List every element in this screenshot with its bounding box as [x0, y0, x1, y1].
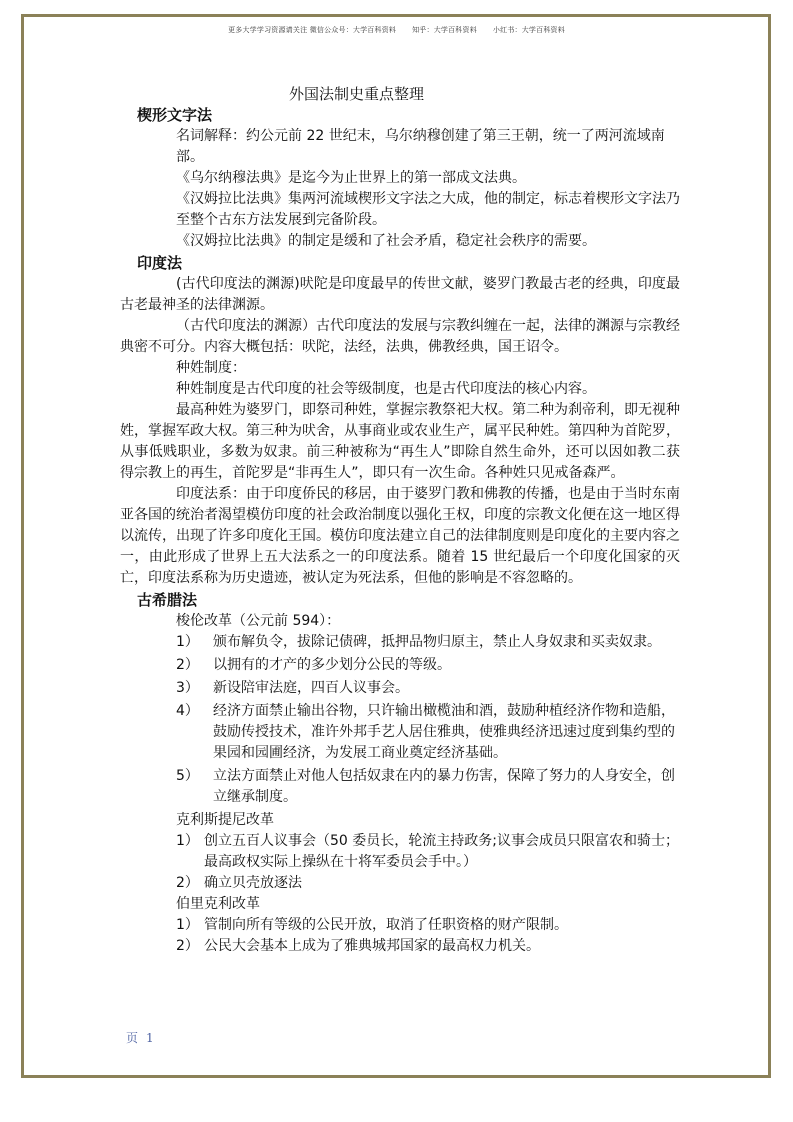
section-heading-greece: 古希腊法 [137, 591, 198, 609]
list-item [176, 873, 680, 894]
list-text: 创立五百人议事会（50 委员长，轮流主持政务;议事会成员只限富农和骑士；最高政权实际上操纵在十将军委员会手中。） [204, 833, 679, 870]
page-number-value: 1 [146, 1031, 154, 1045]
list-item [176, 655, 680, 676]
list-number: 3） [176, 680, 199, 696]
list-text: 管制向所有等级的公民开放，取消了任职资格的财产限制。 [204, 917, 568, 933]
header-note [0, 25, 793, 35]
list-number: 2） [176, 938, 199, 954]
paragraph: 《乌尔纳穆法典》是迄今为止世界上的第一部成文法典。 [176, 170, 526, 186]
paragraph: （古代印度法的渊源）古代印度法的发展与宗教纠缠在一起，法律的渊源与宗教经典密不可分。内容大概包括：吠陀，法经，法典，佛教经典，国王诏令。 [120, 318, 680, 355]
list-item [176, 915, 680, 936]
paragraph: (古代印度法的渊源)吠陀是印度最早的传世文献，婆罗门教最古老的经典，印度最古老最神圣的法律渊源。 [120, 276, 680, 313]
paragraph: 最高种姓为婆罗门，即祭司种姓，掌握宗教祭祀大权。第二种为刹帝利，即无视种姓，掌握军政大权。第三种为吠舍，从事商业或农业生产，属平民种姓。第四种为首陀罗，从事低贱职业，多数为奴隶。前三种被称为“再生人”即除自然生命外，还可以因如教二获得宗教上的再生，首陀罗是“非再生人”，即只有一次生命。各种姓只见戒备森严。 [120, 402, 680, 481]
paragraph: 印度法系：由于印度侨民的移居，由于婆罗门教和佛教的传播，也是由于当时东南亚各国的统治者渴望模仿印度的社会政治制度以强化王权，印度的宗教文化便在这一地区得以流传，出现了许多印度化王国。模仿印度法建立自己的法律制度则是印度化的主要内容之一，由此形成了世界上五大法系之一的印度法系。随着 15 世纪最后一个印度化国家的灭亡，印度法系称为历史遗迹，被认定为死法系，但他的影响是不容忽略的。 [120, 486, 680, 586]
page-number [126, 1029, 154, 1046]
list-number: 1） [176, 833, 199, 849]
list-item [176, 632, 680, 653]
list-number: 4） [176, 703, 199, 719]
list-number: 2） [176, 657, 199, 673]
paragraph: 《汉姆拉比法典》集两河流域楔形文字法之大成，他的制定，标志着楔形文字法乃至整个古东方法发展到完备阶段。 [176, 191, 680, 228]
header-xiaohongshu: 小红书：大学百科资料 [492, 26, 565, 34]
list-text: 立法方面禁止对他人包括奴隶在内的暴力伤害，保障了努力的人身安全，创立继承制度。 [213, 768, 675, 805]
list-text: 公民大会基本上成为了雅典城邦国家的最高权力机关。 [204, 938, 540, 954]
list-text: 确立贝壳放逐法 [204, 875, 302, 891]
list-text: 颁布解负令，拔除记债碑，抵押品物归原主，禁止人身奴隶和买卖奴隶。 [213, 634, 661, 650]
list-item [176, 678, 680, 699]
list-item [176, 936, 680, 957]
caste-label: 种姓制度： [176, 360, 246, 376]
list-text: 新设陪审法庭，四百人议事会。 [213, 680, 409, 696]
list-number: 1） [176, 634, 199, 650]
list-number: 2） [176, 875, 199, 891]
list-number: 5） [176, 768, 199, 784]
solon-list [120, 632, 680, 808]
list-item [176, 831, 680, 873]
list-text: 以拥有的才产的多少划分公民的等级。 [213, 657, 451, 673]
paragraph: 种姓制度是古代印度的社会等级制度，也是古代印度法的核心内容。 [176, 381, 596, 397]
cleisthenes-title: 克利斯提尼改革 [176, 812, 274, 828]
solon-title: 梭伦改革（公元前 594）： [176, 613, 341, 629]
list-item [176, 766, 680, 808]
section-heading-india: 印度法 [137, 254, 183, 272]
page-label: 页 [126, 1031, 139, 1045]
pericles-title: 伯里克利改革 [176, 896, 260, 912]
document-title: 外国法制史重点整理 [289, 85, 425, 103]
document-body [120, 104, 680, 957]
header-notice: 更多大学学习资源请关注 微信公众号：大学百科资料 [228, 26, 397, 34]
paragraph: 名词解释：约公元前 22 世纪末，乌尔纳穆创建了第三王朝，统一了两河流域南部。 [176, 128, 665, 165]
header-zhihu: 知乎：大学百科资料 [412, 26, 477, 34]
paragraph: 《汉姆拉比法典》的制定是缓和了社会矛盾，稳定社会秩序的需要。 [176, 233, 596, 249]
list-item [176, 701, 680, 764]
list-text: 经济方面禁止输出谷物，只许输出橄榄油和酒，鼓励种植经济作物和造船，鼓励传授技术，准许外邦手艺人居住雅典，使雅典经济迅速过度到集约型的果园和园圃经济，为发展工商业奠定经济基础。 [213, 703, 675, 761]
section-heading-cuneiform: 楔形文字法 [137, 106, 213, 124]
list-number: 1） [176, 917, 199, 933]
